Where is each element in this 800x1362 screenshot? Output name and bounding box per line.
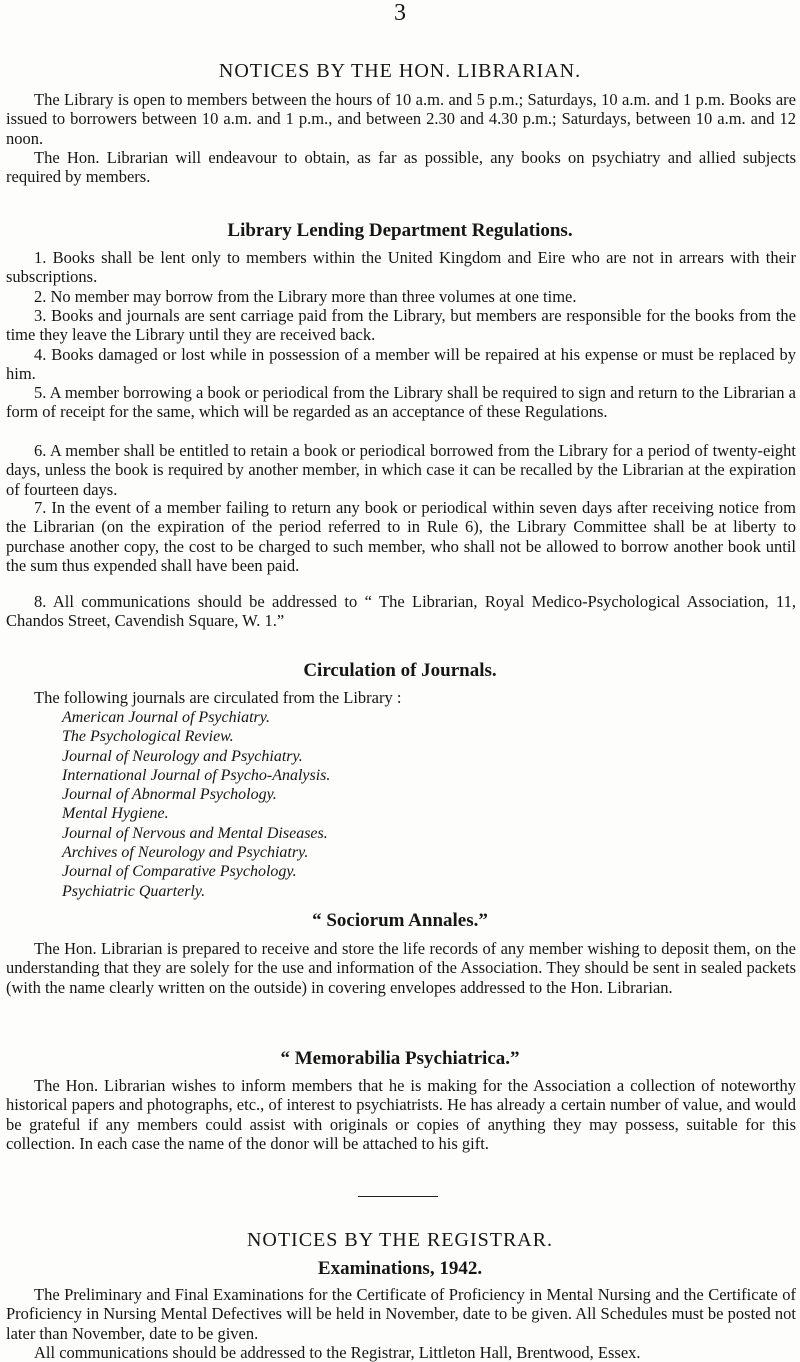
journal-item: Archives of Neurology and Psychiatry.: [62, 844, 309, 862]
registrar-contact-paragraph: All communications should be addressed to the Registrar, Littleton Hall, Brentwood, Essex.: [34, 1343, 641, 1362]
librarian-notices-heading: NOTICES BY THE HON. LIBRARIAN.: [218, 60, 582, 82]
examinations-paragraph: The Preliminary and Final Examinations for the Certificate of Proficiency in Mental Nursing and the Certificate of Proficiency in Nursing Mental Defectives will be held in November, date to be given. All Schedules must be posted not later than November, date to be given.: [6, 1285, 796, 1343]
regulation-6: 6. A member shall be entitled to retain a book or periodical borrowed from the Library for a period of twenty-eight days, unless the book is required by another member, in which case it can be recalled by the Librarian at the expiration of fourteen days.: [6, 441, 796, 499]
book-requests-paragraph: The Hon. Librarian will endeavour to obtain, as far as possible, any books on psychiatry and allied subjects required by members.: [6, 148, 796, 187]
journal-item: Psychiatric Quarterly.: [62, 882, 206, 900]
memorabilia-paragraph: The Hon. Librarian wishes to inform members that he is making for the Association a collection of noteworthy historical papers and photographs, etc., of interest to psychiatrists. He has already a certain number of value, and would be grateful if any members could assist with originals or copies of anything they may possess, suitable for this collection. In each case the name of the donor will be attached to his gift.: [6, 1076, 796, 1153]
regulation-1: 1. Books shall be lent only to members within the United Kingdom and Eire who are not in arrears with their subscriptions.: [6, 248, 796, 287]
journal-item: American Journal of Psychiatry.: [62, 709, 270, 726]
journal-item: The Psychological Review.: [62, 728, 234, 746]
regulation-3: 3. Books and journals are sent carriage paid from the Library, but members are responsible for the books from the time they leave the Library until they are received back.: [6, 306, 796, 345]
journal-list: [62, 708, 562, 901]
circulation-heading: Circulation of Journals.: [303, 660, 497, 681]
regulation-5: 5. A member borrowing a book or periodical from the Library shall be required to sign and return to the Librarian a form of receipt for the same, which will be regarded as an acceptance of these Regulations.: [6, 383, 796, 422]
journal-item: Mental Hygiene.: [62, 805, 169, 823]
regulation-4: 4. Books damaged or lost while in possession of a member will be repaired at his expense or must be replaced by him.: [6, 345, 796, 384]
registrar-notices-heading: NOTICES BY THE REGISTRAR.: [246, 1229, 554, 1251]
regulations-heading: Library Lending Department Regulations.: [227, 220, 573, 241]
journal-item: Journal of Neurology and Psychiatry.: [62, 747, 303, 765]
library-hours-paragraph: The Library is open to members between the hours of 10 a.m. and 5 p.m.; Saturdays, 10 a.m. and 1 p.m. Books are issued to borrowers between 10 a.m. and 1 p.m., and between 2.30 and 4.30 p.m.; Saturdays, between 10 a.m. and 12 noon.: [6, 90, 796, 148]
circulation-intro: The following journals are circulated from the Library :: [34, 688, 402, 707]
journal-item: International Journal of Psycho-Analysis.: [62, 766, 331, 784]
section-divider: [358, 1196, 438, 1197]
regulation-7: 7. In the event of a member failing to return any book or periodical within seven days after receiving notice from the Librarian (on the expiration of the period referred to in Rule 6), the Library Committee shall be at liberty to purchase another copy, the cost to be charged to such member, who shall not be allowed to borrow another book until the sum thus expended shall have been paid.: [6, 498, 796, 575]
journal-item: Journal of Comparative Psychology.: [62, 863, 297, 881]
sociorum-annales-heading: “ Sociorum Annales.”: [312, 910, 488, 931]
regulation-2: 2. No member may borrow from the Library more than three volumes at one time.: [34, 287, 577, 306]
sociorum-annales-paragraph: The Hon. Librarian is prepared to receive and store the life records of any member wishing to deposit them, on the understanding that they are solely for the use and information of the Association. They should be sent in sealed packets (with the name clearly written on the outside) in covering envelopes addressed to the Hon. Librarian.: [6, 939, 796, 997]
journal-item: Journal of Nervous and Mental Diseases.: [62, 824, 328, 842]
examinations-heading: Examinations, 1942.: [317, 1258, 483, 1279]
regulation-8: 8. All communications should be addressed to “ The Librarian, Royal Medico-Psychological Association, 11, Chandos Street, Cavendish Square, W. 1.”: [6, 592, 796, 631]
journal-item: Journal of Abnormal Psychology.: [62, 786, 277, 804]
page-number: 3: [394, 0, 406, 26]
memorabilia-heading: “ Memorabilia Psychiatrica.”: [280, 1048, 520, 1069]
